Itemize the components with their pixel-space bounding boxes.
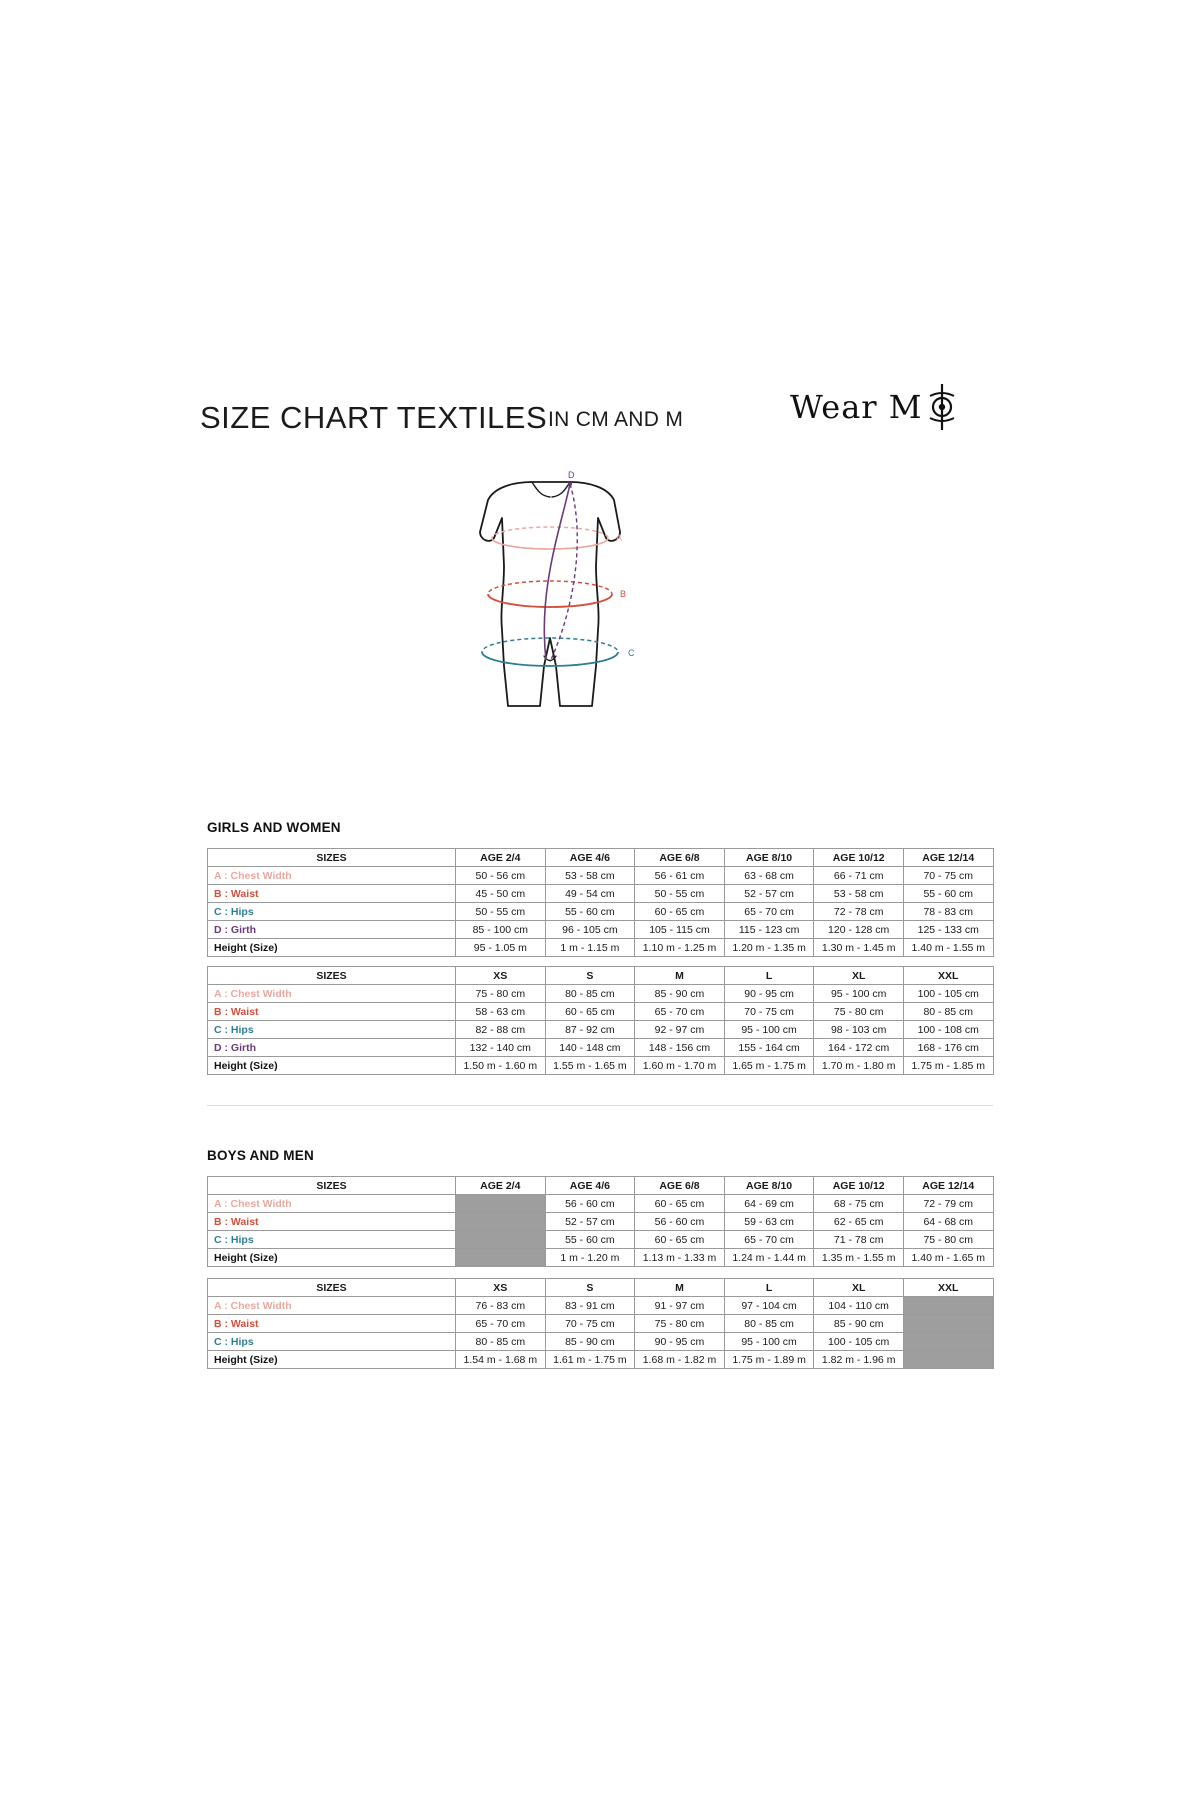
table-cell: 95 - 100 cm: [724, 1021, 814, 1039]
table-cell: 50 - 55 cm: [456, 903, 546, 921]
table-men-sizes: [207, 1278, 994, 1369]
table-cell: 155 - 164 cm: [724, 1039, 814, 1057]
table-cell: 1.61 m - 1.75 m: [545, 1351, 635, 1369]
row-label: Height (Size): [208, 1057, 456, 1075]
table-cell: 1.50 m - 1.60 m: [456, 1057, 546, 1075]
table-cell: 1.55 m - 1.65 m: [545, 1057, 635, 1075]
table-cell-empty: [903, 1351, 993, 1369]
table-women-sizes: [207, 966, 994, 1075]
table-cell: 75 - 80 cm: [456, 985, 546, 1003]
hips-label: C: [628, 648, 635, 658]
table-cell: 63 - 68 cm: [724, 867, 814, 885]
table-cell-empty: [903, 1315, 993, 1333]
row-label: C : Hips: [208, 1021, 456, 1039]
brand-logo: [790, 380, 1000, 436]
table-cell: 68 - 75 cm: [814, 1195, 904, 1213]
column-header: AGE 4/6: [545, 849, 635, 867]
table-cell: 75 - 80 cm: [814, 1003, 904, 1021]
table-cell: 53 - 58 cm: [814, 885, 904, 903]
table-row: [208, 939, 994, 957]
column-header: AGE 6/8: [635, 849, 725, 867]
table-cell: 59 - 63 cm: [724, 1213, 814, 1231]
table-cell: 71 - 78 cm: [814, 1231, 904, 1249]
table-girls-age: [207, 848, 994, 957]
table-cell: 60 - 65 cm: [635, 1195, 725, 1213]
column-header: S: [545, 1279, 635, 1297]
column-header: AGE 12/14: [903, 849, 993, 867]
section-heading-girls: GIRLS AND WOMEN: [207, 820, 341, 835]
table-cell: 1.70 m - 1.80 m: [814, 1057, 904, 1075]
table-cell: 95 - 100 cm: [724, 1333, 814, 1351]
row-label: B : Waist: [208, 1003, 456, 1021]
table-cell: 65 - 70 cm: [456, 1315, 546, 1333]
row-label: D : Girth: [208, 1039, 456, 1057]
table-header-row: [208, 1177, 994, 1195]
column-header: L: [724, 967, 814, 985]
table-boys-age: [207, 1176, 994, 1267]
table-header-row: [208, 1279, 994, 1297]
table-cell: 58 - 63 cm: [456, 1003, 546, 1021]
column-header: XS: [456, 1279, 546, 1297]
table-cell: 125 - 133 cm: [903, 921, 993, 939]
table-cell: 97 - 104 cm: [724, 1297, 814, 1315]
column-header: SIZES: [208, 1177, 456, 1195]
column-header: XXL: [903, 1279, 993, 1297]
column-header: AGE 6/8: [635, 1177, 725, 1195]
row-label: C : Hips: [208, 1231, 456, 1249]
svg-text:Wear M: Wear M: [790, 388, 923, 426]
column-header: AGE 8/10: [724, 1177, 814, 1195]
table-cell: 90 - 95 cm: [724, 985, 814, 1003]
table-cell: 85 - 100 cm: [456, 921, 546, 939]
table-cell: 70 - 75 cm: [724, 1003, 814, 1021]
body-outline: [480, 482, 623, 706]
table-row: [208, 867, 994, 885]
table-row: [208, 1003, 994, 1021]
table-cell: 75 - 80 cm: [635, 1315, 725, 1333]
column-header: L: [724, 1279, 814, 1297]
table-row: [208, 885, 994, 903]
table-cell: 1.40 m - 1.55 m: [903, 939, 993, 957]
table-cell: 140 - 148 cm: [545, 1039, 635, 1057]
table-cell: 82 - 88 cm: [456, 1021, 546, 1039]
table-row: [208, 1351, 994, 1369]
table-cell: 1.68 m - 1.82 m: [635, 1351, 725, 1369]
table-cell: 53 - 58 cm: [545, 867, 635, 885]
measurement-diagram: [420, 470, 680, 740]
table-cell: 49 - 54 cm: [545, 885, 635, 903]
table-cell: 64 - 68 cm: [903, 1213, 993, 1231]
table-cell: 76 - 83 cm: [456, 1297, 546, 1315]
table-cell: 1.10 m - 1.25 m: [635, 939, 725, 957]
table-cell: 100 - 105 cm: [903, 985, 993, 1003]
row-label: D : Girth: [208, 921, 456, 939]
column-header: SIZES: [208, 1279, 456, 1297]
table-cell: 62 - 65 cm: [814, 1213, 904, 1231]
table-cell-empty: [903, 1297, 993, 1315]
column-header: M: [635, 1279, 725, 1297]
table-row: [208, 1333, 994, 1351]
table-row: [208, 1231, 994, 1249]
table-cell: 55 - 60 cm: [545, 1231, 635, 1249]
column-header: SIZES: [208, 849, 456, 867]
table-cell: 1.75 m - 1.85 m: [903, 1057, 993, 1075]
column-header: XXL: [903, 967, 993, 985]
table-cell: 75 - 80 cm: [903, 1231, 993, 1249]
table-cell: 1.30 m - 1.45 m: [814, 939, 904, 957]
table-cell: 1.40 m - 1.65 m: [903, 1249, 993, 1267]
table-cell: 120 - 128 cm: [814, 921, 904, 939]
table-row: [208, 1213, 994, 1231]
table-cell: 95 - 1.05 m: [456, 939, 546, 957]
table-cell: 50 - 56 cm: [456, 867, 546, 885]
table-cell: 72 - 78 cm: [814, 903, 904, 921]
table-cell: 52 - 57 cm: [724, 885, 814, 903]
girth-measure-line: [544, 470, 577, 662]
row-label: A : Chest Width: [208, 985, 456, 1003]
table-cell: 1.65 m - 1.75 m: [724, 1057, 814, 1075]
table-cell: 80 - 85 cm: [456, 1333, 546, 1351]
column-header: AGE 4/6: [545, 1177, 635, 1195]
table-cell: 60 - 65 cm: [635, 903, 725, 921]
section-divider: [207, 1105, 993, 1106]
table-cell: 65 - 70 cm: [724, 1231, 814, 1249]
column-header: AGE 2/4: [456, 1177, 546, 1195]
table-row: [208, 1297, 994, 1315]
table-row: [208, 921, 994, 939]
document-header: [200, 388, 1000, 460]
table-cell: 85 - 90 cm: [635, 985, 725, 1003]
page-subtitle: IN CM AND M: [548, 408, 684, 431]
page-title: SIZE CHART TEXTILES: [200, 400, 548, 435]
table-cell: 60 - 65 cm: [635, 1231, 725, 1249]
table-cell: 132 - 140 cm: [456, 1039, 546, 1057]
column-header: AGE 8/10: [724, 849, 814, 867]
table-cell: 55 - 60 cm: [903, 885, 993, 903]
table-cell: 1 m - 1.20 m: [545, 1249, 635, 1267]
table-cell: 83 - 91 cm: [545, 1297, 635, 1315]
table-row: [208, 1249, 994, 1267]
table-header-row: [208, 967, 994, 985]
table-cell: 87 - 92 cm: [545, 1021, 635, 1039]
logo-mark: [790, 380, 1000, 436]
row-label: B : Waist: [208, 1315, 456, 1333]
girth-label: D: [568, 470, 575, 480]
table-cell: 72 - 79 cm: [903, 1195, 993, 1213]
table-cell: 56 - 60 cm: [545, 1195, 635, 1213]
table-cell: 1.82 m - 1.96 m: [814, 1351, 904, 1369]
column-header: AGE 2/4: [456, 849, 546, 867]
section-heading-boys: BOYS AND MEN: [207, 1148, 314, 1163]
table-cell: 104 - 110 cm: [814, 1297, 904, 1315]
table-cell: 80 - 85 cm: [903, 1003, 993, 1021]
waist-measure-line: [488, 581, 626, 607]
table-cell: 148 - 156 cm: [635, 1039, 725, 1057]
table-row: [208, 1039, 994, 1057]
row-label: C : Hips: [208, 1333, 456, 1351]
table-cell-empty: [456, 1249, 546, 1267]
table-row: [208, 1195, 994, 1213]
table-cell: 100 - 108 cm: [903, 1021, 993, 1039]
table-cell: 60 - 65 cm: [545, 1003, 635, 1021]
row-label: Height (Size): [208, 939, 456, 957]
table-row: [208, 1315, 994, 1333]
table-cell-empty: [903, 1333, 993, 1351]
table-row: [208, 1021, 994, 1039]
column-header: AGE 10/12: [814, 849, 904, 867]
column-header: AGE 10/12: [814, 1177, 904, 1195]
table-cell: 92 - 97 cm: [635, 1021, 725, 1039]
table-cell: 85 - 90 cm: [814, 1315, 904, 1333]
table-cell: 70 - 75 cm: [903, 867, 993, 885]
row-label: B : Waist: [208, 885, 456, 903]
table-cell: 65 - 70 cm: [635, 1003, 725, 1021]
table-row: [208, 985, 994, 1003]
table-cell: 90 - 95 cm: [635, 1333, 725, 1351]
table-cell: 70 - 75 cm: [545, 1315, 635, 1333]
column-header: XL: [814, 967, 904, 985]
table-cell: 1.20 m - 1.35 m: [724, 939, 814, 957]
table-cell: 1.24 m - 1.44 m: [724, 1249, 814, 1267]
row-label: A : Chest Width: [208, 1195, 456, 1213]
row-label: A : Chest Width: [208, 1297, 456, 1315]
table-cell: 115 - 123 cm: [724, 921, 814, 939]
table-cell: 80 - 85 cm: [545, 985, 635, 1003]
table-cell: 56 - 61 cm: [635, 867, 725, 885]
body-figure-svg: [420, 470, 680, 740]
table-cell: 1.75 m - 1.89 m: [724, 1351, 814, 1369]
column-header: M: [635, 967, 725, 985]
table-cell: 98 - 103 cm: [814, 1021, 904, 1039]
table-cell: 64 - 69 cm: [724, 1195, 814, 1213]
table-cell-empty: [456, 1213, 546, 1231]
table-cell-empty: [456, 1231, 546, 1249]
table-cell: 45 - 50 cm: [456, 885, 546, 903]
table-cell-empty: [456, 1195, 546, 1213]
table-cell: 1.60 m - 1.70 m: [635, 1057, 725, 1075]
table-cell: 55 - 60 cm: [545, 903, 635, 921]
table-cell: 52 - 57 cm: [545, 1213, 635, 1231]
table-cell: 164 - 172 cm: [814, 1039, 904, 1057]
table-cell: 1 m - 1.15 m: [545, 939, 635, 957]
table-cell: 50 - 55 cm: [635, 885, 725, 903]
table-cell: 95 - 100 cm: [814, 985, 904, 1003]
row-label: Height (Size): [208, 1249, 456, 1267]
table-cell: 65 - 70 cm: [724, 903, 814, 921]
table-cell: 105 - 115 cm: [635, 921, 725, 939]
column-header: AGE 12/14: [903, 1177, 993, 1195]
hips-measure-line: [482, 638, 635, 666]
row-label: A : Chest Width: [208, 867, 456, 885]
waist-label: B: [620, 589, 627, 599]
table-cell: 168 - 176 cm: [903, 1039, 993, 1057]
column-header: S: [545, 967, 635, 985]
column-header: XL: [814, 1279, 904, 1297]
table-cell: 100 - 105 cm: [814, 1333, 904, 1351]
table-cell: 1.13 m - 1.33 m: [635, 1249, 725, 1267]
table-header-row: [208, 849, 994, 867]
column-header: XS: [456, 967, 546, 985]
row-label: C : Hips: [208, 903, 456, 921]
table-cell: 80 - 85 cm: [724, 1315, 814, 1333]
row-label: Height (Size): [208, 1351, 456, 1369]
chest-label: A: [616, 533, 623, 543]
table-cell: 56 - 60 cm: [635, 1213, 725, 1231]
table-cell: 85 - 90 cm: [545, 1333, 635, 1351]
table-cell: 1.35 m - 1.55 m: [814, 1249, 904, 1267]
column-header: SIZES: [208, 967, 456, 985]
table-row: [208, 1057, 994, 1075]
table-cell: 66 - 71 cm: [814, 867, 904, 885]
table-cell: 91 - 97 cm: [635, 1297, 725, 1315]
row-label: B : Waist: [208, 1213, 456, 1231]
table-cell: 78 - 83 cm: [903, 903, 993, 921]
table-cell: 1.54 m - 1.68 m: [456, 1351, 546, 1369]
table-row: [208, 903, 994, 921]
table-cell: 96 - 105 cm: [545, 921, 635, 939]
